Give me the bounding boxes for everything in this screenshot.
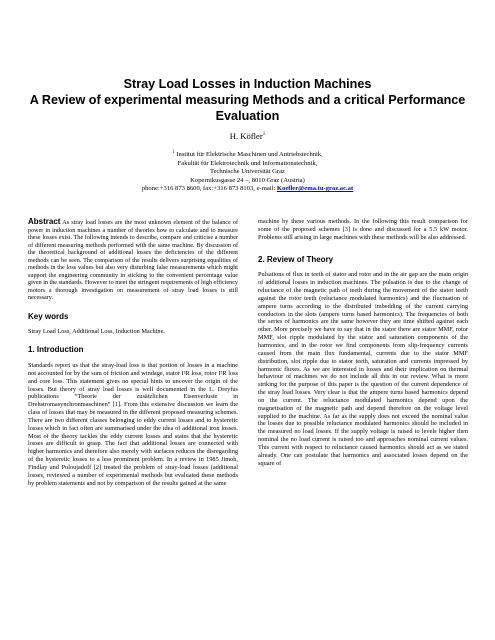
title-line-2: A Review of experimental measuring Methods and a critical Performance (29, 93, 466, 107)
left-column (28, 218, 238, 488)
affiliation-block (0, 151, 495, 194)
affiliation-line-4: Kopernikusgasse 24 –, 8010 Graz (Austria) (190, 176, 305, 184)
author-name: H. Köfler (229, 131, 263, 141)
affiliation-line-3: Technische Universität Graz (210, 168, 285, 176)
right-column (258, 218, 468, 467)
keywords-heading: Key words (28, 311, 69, 321)
affiliation-line-1: $^1$ Institut für Elektrische Maschinen und Antriebstechnik, (172, 149, 323, 158)
contact-text: phone:+316 873 8600, fax:+316 873 8103, e-mail: (141, 185, 277, 193)
abstract-heading: Abstract (28, 217, 61, 226)
contact-line (0, 185, 495, 194)
affiliation-line-2: Fakultät für Elektrotechnik und Informationstechnik, (177, 159, 318, 167)
title-line-3: Evaluation (215, 109, 280, 123)
affiliation-sup: 1 (172, 149, 175, 155)
abstract-text: As stray load losses are the most unknown element of the balance of power in induction machines a number of theories how to calculate and to measure these losses exist. The following intends to describe, compare and criticise a number of different measuring methods performed with the same machine. By discussion of the theoretical background of additional losses the deficiencies of the different methods can be seen. The comparison of the results delivers surprising equalities of methods in the loss values but also very disturbing false measurements which might support the engineering community in sticking to the convenient percentage value given in the standards. However to meet the stringent requirements of high efficiency motors a thorough investigation on measurement of stray load losses is still necessary. (28, 220, 238, 301)
title-line-1: Stray Load Losses in Induction Machines (123, 77, 372, 91)
introduction-paragraph: Standards report us that the stray-load loss is that portion of losses in a machine not accounted for by the sum of friction and windage, stator I²R loss, rotor I²R loss and core loss. This statement gives no special hints to uncover the origin of the losses. But theory of stray load losses is well documented in the L. Dreyfus publications “Theorie der zusätzlichen Eisenverluste in Drehstromasynchronmaschinen” [1]. From this extensive discussion we learn the class of losses that may be measured in the different proposed measuring schemes. There are two different classes belonging to eddy current losses and to hysteretic losses which in fact often are summarised under the idea of additional iron losses. Most of the theory tackles the eddy current losses and states that the hysteretic losses are difficult to grasp. The fact that additional losses are connected with higher harmonics and therefore also merely with surfaces reduces the disregarding of the hysteretic losses to a less prominent problem. In a review in 1985 Jimoh, Findlay and Poloujadoff [2] treated the problem of stray-load losses (additional losses, reviewed a number of experimental methods but evaluated these methods by problem statements and not by comparison of the results gained at the same (28, 362, 238, 487)
review-heading: 2. Review of Theory (258, 254, 334, 264)
author-sup: 1 (262, 132, 266, 138)
author-line (0, 131, 495, 141)
keywords-text: Stray Load Loss, Additional Loss, Induction Machine. (28, 328, 165, 336)
right-paragraph-continued: machine by these various methods. In the following this result comparison for some of the proposed schemes [3] is done and discussed for a 5.5 kW motor. Problems still arising in large machines with these methods will be also addressed. (258, 218, 468, 241)
review-paragraph: Pulsations of flux in teeth of stator and rotor and in the air gap are the main origin of additional losses in induction machines. The pulsation is due to the change of reluctance of the magnetic path of teeth during the movement of the stator teeth against the rotor teeth (reluctance modulated harmonics) and the fluctuation of ampere turns according to the distributed imbedding of the current carrying conductors in the slots (ampere turns based harmonics). The frequencies of both the series of harmonics are the same however they are time shifted against each other. More precisely we have to say that in the stator there are stator MMF, rotor MMF, slot ripple modulated by the stator and saturation components of the harmonics, and in the rotor we find components from slip-frequency currents caused from the main flux fundamental, currents due to the stator MMF distribution, slot ripple due to stator teeth, saturation and currents impressed by harmonic fluxes. As we are interested in losses and their implication on thermal behaviour of machines we do not include all this in our review. What is more striking for the purpose of this paper is the question of the current dependence of the stray load losses. Very clear is that the ampere turns based harmonics depend on the current. The reluctance modulated harmonics depend upon the magnetisation of the magnetic path and depend therefore on the voltage level supplied to the machine. As far as the supply does not exceed the nominal value the losses due to possible reluctance modulated harmonics should be included in the measured no load losses. If the supply voltage is raised to levels higher then nominal the no load current is raised too and approaches nominal current values. This current with respect to reluctance caused harmonics should act as we stated already. One can postulate that harmonics and associated losses depend on the square of (258, 271, 468, 467)
paper-title (0, 76, 495, 124)
abstract (28, 218, 238, 303)
email-link[interactable]: Koefler@ema.tu-graz.ac.at (276, 185, 354, 193)
introduction-heading: 1. Introduction (28, 345, 84, 355)
